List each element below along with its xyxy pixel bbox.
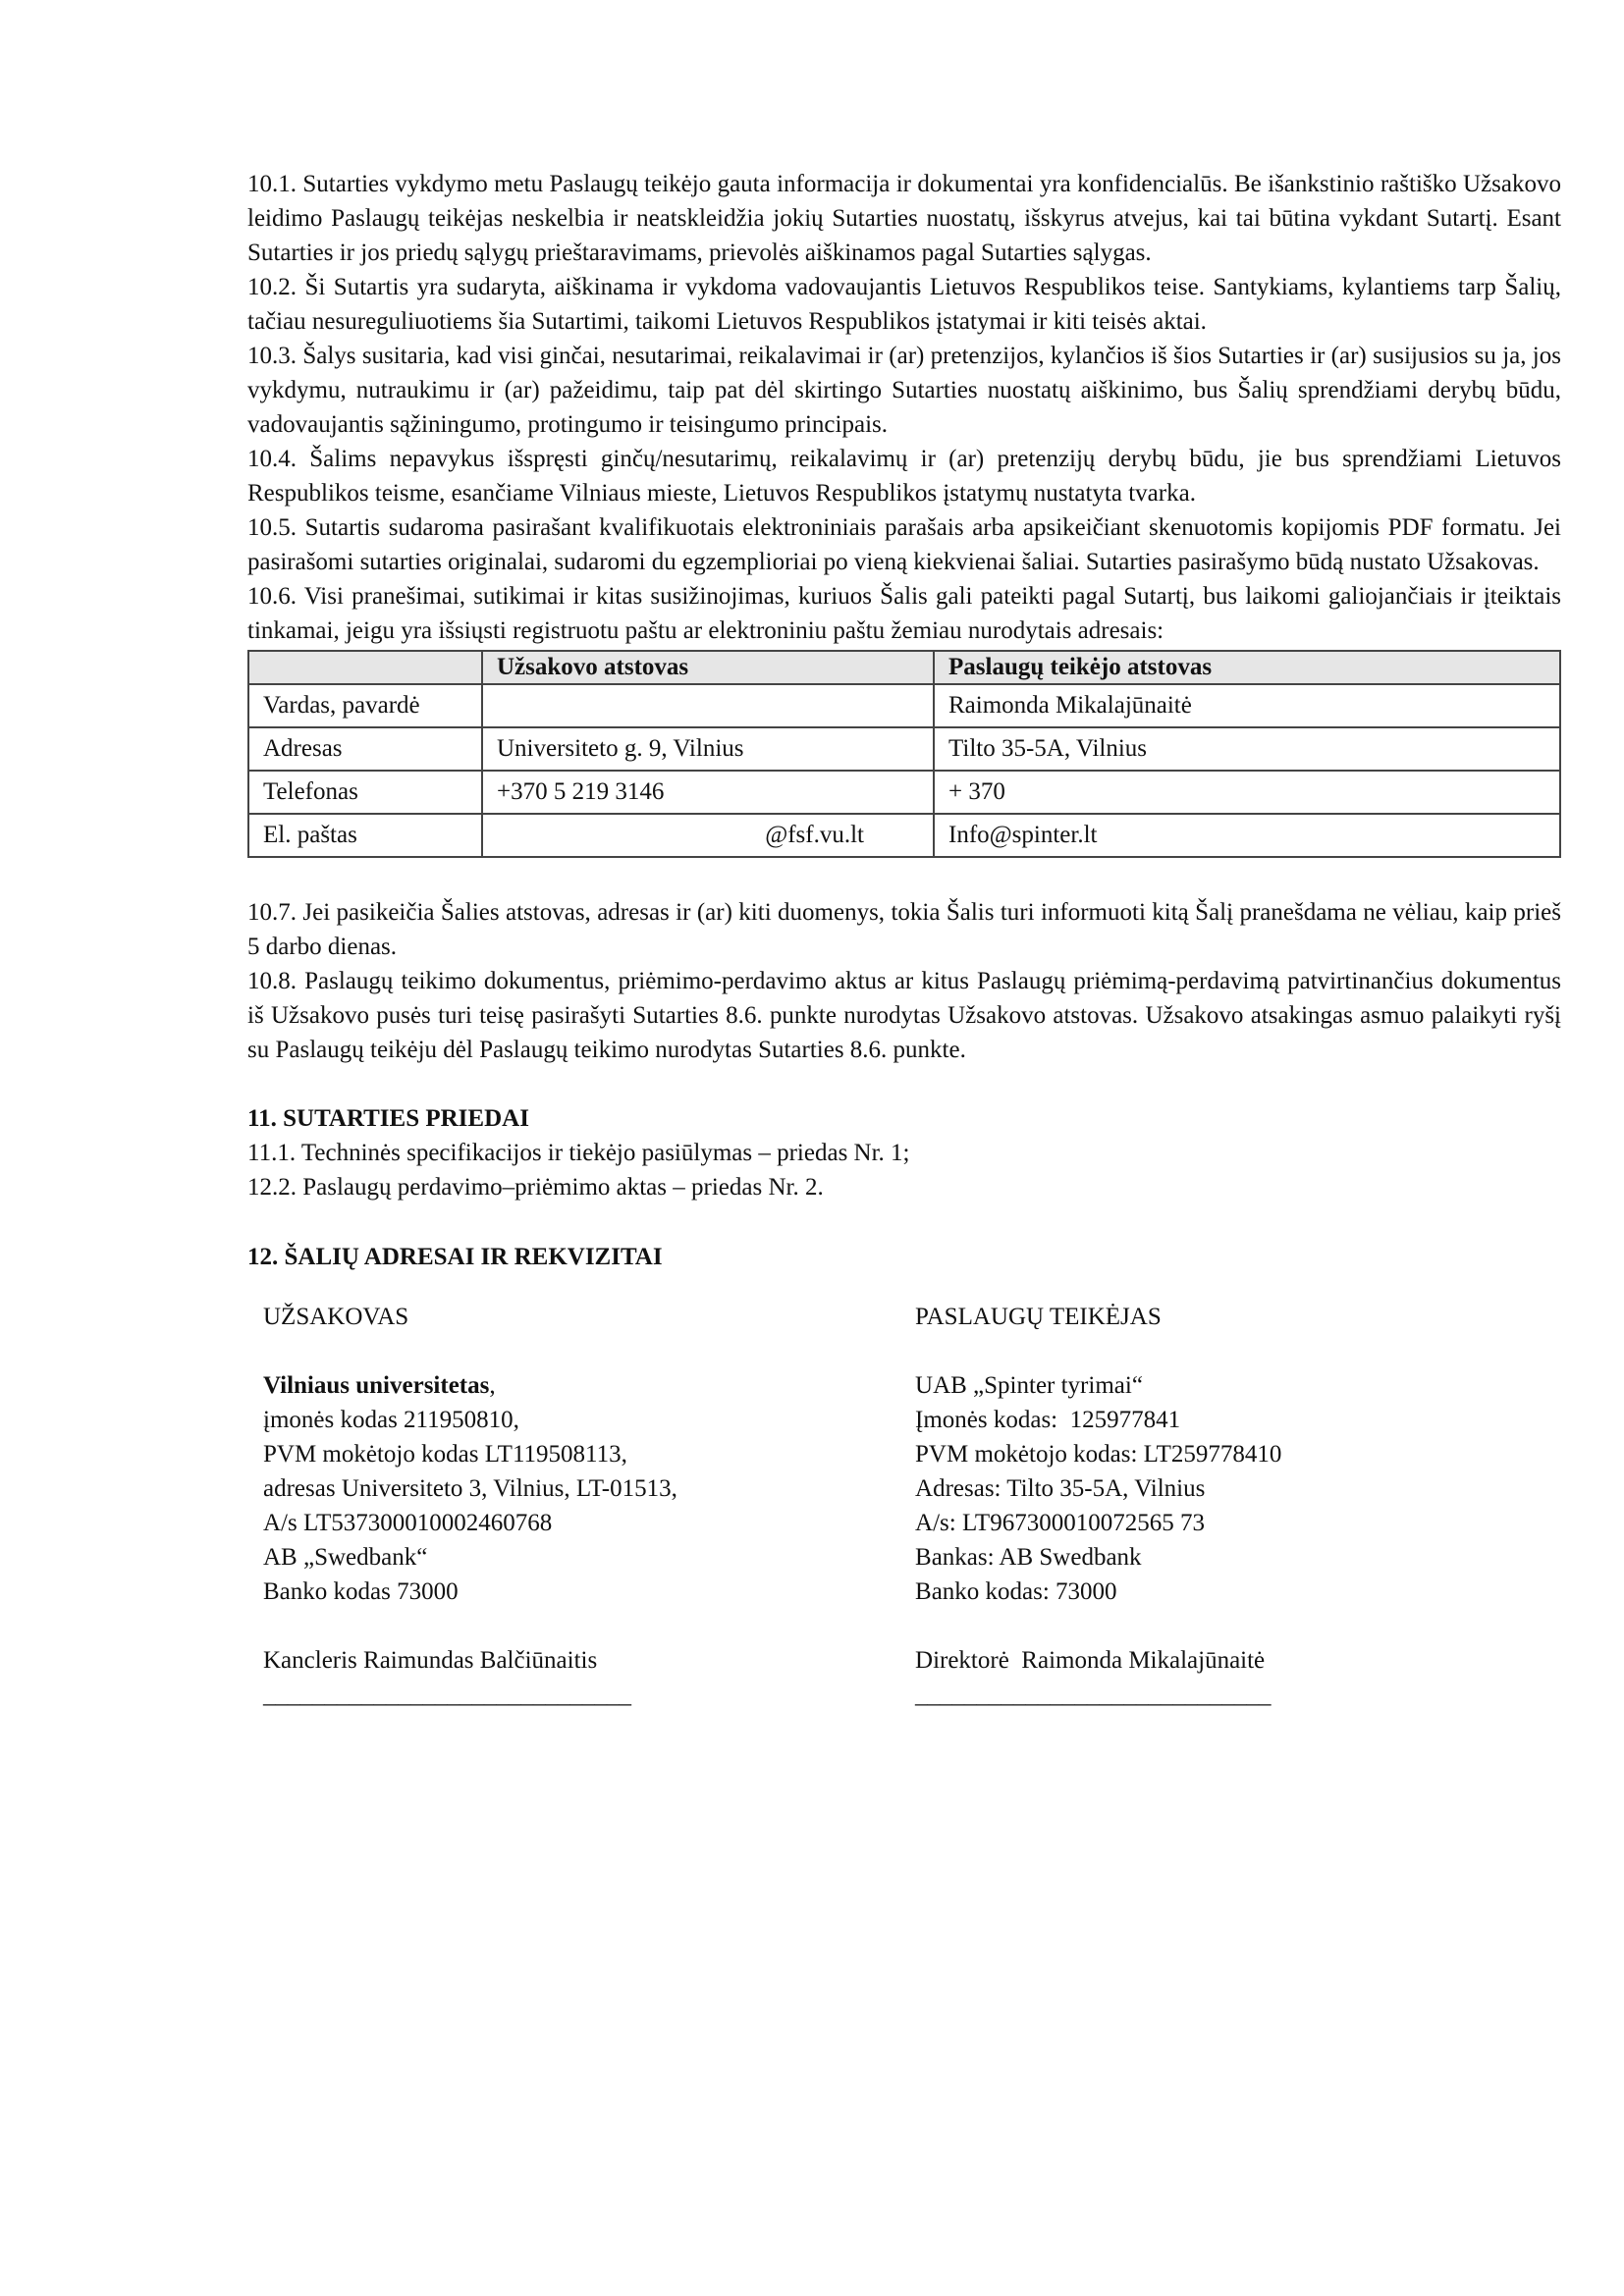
clause-10-2: 10.2. Ši Sutartis yra sudaryta, aiškinama ir vykdoma vadovaujantis Lietuvos Respublikos teise. Santykiams, kylantiems tarp Šalių, tačiau nesureguliuotiems šia Sutartimi, taikomi Lietuvos Respublikos įstatymai ir kiti teisės aktai. [247,274,1561,335]
row-label: Telefonas [248,771,482,814]
client-signatory: Kancleris Raimundas Balčiūnaitis [263,1647,598,1674]
row-label: El. paštas [248,814,482,857]
section-12-heading: 12. ŠALIŲ ADRESAI IR REKVIZITAI [247,1244,663,1270]
provider-name: UAB „Spinter tyrimai“ [915,1372,1143,1399]
table-row [248,814,1560,857]
clause-10-5: 10.5. Sutartis sudaroma pasirašant kvalifikuotais elektroniniais parašais arba apsikeičiant skenuotomis kopijomis PDF formatu. Jei pasirašomi sutarties originalai, sudaromi du egzemplioriai po vieną kiekvienai šaliai. Sutarties pasirašymo būdą nustato Užsakovas. [247,514,1561,575]
table-header-client: Užsakovo atstovas [482,651,934,684]
client-name-line [263,1368,899,1403]
client-detail: A/s LT537300010002460768 [263,1510,553,1536]
clause-10-7: 10.7. Jei pasikeičia Šalies atstovas, adresas ir (ar) kiti duomenys, tokia Šalis turi informuoti kitą Šalį pranešdama ne vėliau, kaip prieš 5 darbo dienas. [247,899,1561,960]
provider-detail: Banko kodas: 73000 [915,1578,1117,1605]
party-details [247,1300,1561,1712]
annex-item: 12.2. Paslaugų perdavimo–priėmimo aktas – priedas Nr. 2. [247,1174,824,1201]
provider-value: Tilto 35-5A, Vilnius [934,727,1560,771]
provider-detail: A/s: LT967300010072565 73 [915,1510,1205,1536]
client-detail: Banko kodas 73000 [263,1578,459,1605]
client-role: UŽSAKOVAS [263,1304,409,1330]
client-value: Universiteto g. 9, Vilnius [482,727,934,771]
table-row [248,727,1560,771]
provider-detail: Įmonės kodas: 125977841 [915,1407,1181,1433]
provider-role: PASLAUGŲ TEIKĖJAS [915,1304,1162,1330]
client-detail: AB „Swedbank“ [263,1544,428,1571]
table-header-provider: Paslaugų teikėjo atstovas [934,651,1560,684]
row-label: Vardas, pavardė [248,684,482,727]
row-label: Adresas [248,727,482,771]
client-name-suffix: , [489,1372,496,1399]
table-header-row [248,651,1560,684]
provider-value: Info@spinter.lt [934,814,1560,857]
client-detail: PVM mokėtojo kodas LT119508113, [263,1441,627,1468]
provider-value: Raimonda Mikalajūnaitė [934,684,1560,727]
clause-10-4: 10.4. Šalims nepavykus išspręsti ginčų/nesutarimų, reikalavimų ir (ar) pretenzijų derybų būdu, jie bus sprendžiami Lietuvos Respublikos teisme, esančiame Vilniaus mieste, Lietuvos Respublikos įstatymų nustatyta tvarka. [247,446,1561,507]
table-row [248,684,1560,727]
client-value: @fsf.vu.lt [482,814,934,857]
client-detail: adresas Universiteto 3, Vilnius, LT-01513, [263,1475,677,1502]
provider-details [899,1300,1561,1712]
document-page [247,167,1561,1712]
clause-10-3: 10.3. Šalys susitaria, kad visi ginčai, nesutarimai, reikalavimai ir (ar) pretenzijos, kylančios iš šios Sutarties ir (ar) susijusios su ja, jos vykdymu, nutraukimu ir (ar) pažeidimu, taip pat dėl skirtingo Sutarties nuostatų aiškinimo, bus Šalių sprendžiami derybų būdu, vadovaujantis sąžiningumo, protingumo ir teisingumo principais. [247,343,1561,438]
client-name: Vilniaus universitetas [263,1372,490,1399]
provider-detail: PVM mokėtojo kodas: LT259778410 [915,1441,1282,1468]
table-header-empty [248,651,482,684]
clause-10-8: 10.8. Paslaugų teikimo dokumentus, priėmimo-perdavimo aktus ar kitus Paslaugų priėmimą-perdavimą patvirtinančius dokumentus iš Užsakovo pusės turi teisę pasirašyti Sutarties 8.6. punkte nurodytas Užsakovo atstovas. Užsakovo atsakingas asmuo palaikyti ryšį su Paslaugų teikėju dėl Paslaugų teikimo nurodytas Sutarties 8.6. punkte. [247,968,1561,1063]
client-value [482,684,934,727]
client-details [247,1300,899,1712]
provider-detail: Adresas: Tilto 35-5A, Vilnius [915,1475,1206,1502]
table-row [248,771,1560,814]
provider-detail: Bankas: AB Swedbank [915,1544,1142,1571]
annex-item: 11.1. Techninės specifikacijos ir tiekėjo pasiūlymas – priedas Nr. 1; [247,1140,910,1166]
provider-signature-line: _____________________________ [915,1682,1272,1708]
client-detail: įmonės kodas 211950810, [263,1407,519,1433]
contacts-table [247,650,1561,858]
provider-value: + 370 [934,771,1560,814]
section-11-heading: 11. SUTARTIES PRIEDAI [247,1105,529,1132]
client-signature-line: ______________________________ [263,1682,631,1708]
clause-10-6: 10.6. Visi pranešimai, sutikimai ir kitas susižinojimas, kuriuos Šalis gali pateikti pagal Sutartį, bus laikomi galiojančiais ir įteiktais tinkamai, jeigu yra išsiųsti registruotu paštu ar elektroniniu paštu žemiau nurodytais adresais: [247,583,1561,644]
provider-signatory: Direktorė Raimonda Mikalajūnaitė [915,1647,1266,1674]
client-value: +370 5 219 3146 [482,771,934,814]
clause-10-1: 10.1. Sutarties vykdymo metu Paslaugų teikėjo gauta informacija ir dokumentai yra konfidencialūs. Be išankstinio raštiško Užsakovo leidimo Paslaugų teikėjas neskelbia ir neatskleidžia jokių Sutarties nuostatų, išskyrus atvejus, kai tai būtina vykdant Sutartį. Esant Sutarties ir jos priedų sąlygų prieštaravimams, prievolės aiškinamos pagal Sutarties sąlygas. [247,171,1561,266]
